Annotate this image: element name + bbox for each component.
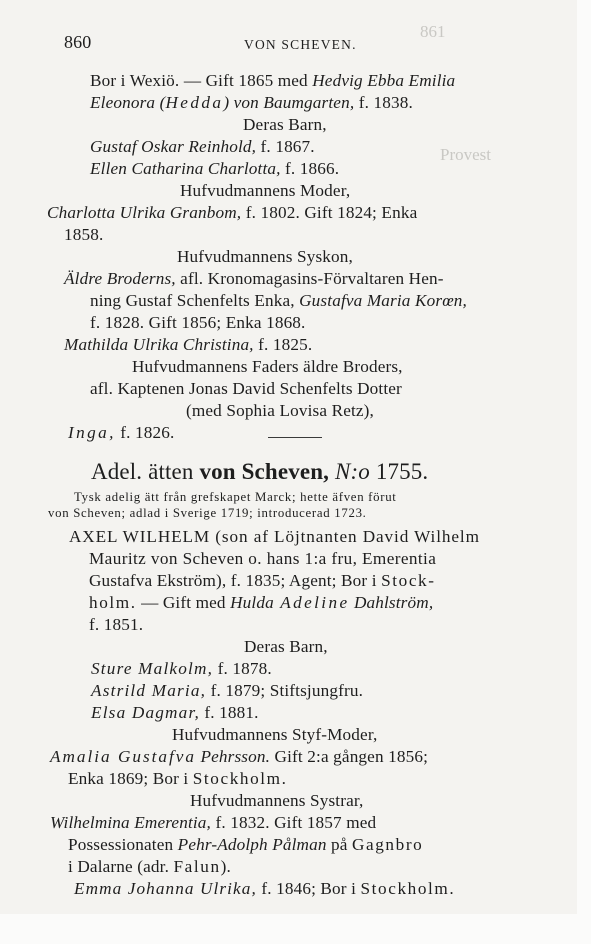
section-divider bbox=[268, 437, 322, 438]
text-line: Mathilda Ulrika Christina, f. 1825. bbox=[64, 335, 313, 354]
text-line: Gustafva Ekström), f. 1835; Agent; Bor i Stock- bbox=[89, 571, 436, 590]
text-line: Possessionaten Pehr-Adolph Pålman på Gagnbro bbox=[68, 835, 424, 854]
text-line: Bor i Wexiö. — Gift 1865 med Hedvig Ebba Emilia bbox=[90, 71, 456, 90]
page-edge-bottom bbox=[0, 914, 591, 944]
section-heading: Deras Barn, bbox=[243, 115, 327, 134]
family-description: Tysk adelig ätt från grefskapet Marck; hette äfven förut bbox=[74, 490, 397, 504]
family-description: von Scheven; adlad i Sverige 1719; introducerad 1723. bbox=[48, 506, 367, 520]
text-line: Gustaf Oskar Reinhold, f. 1867. bbox=[90, 137, 315, 156]
bleed-through-mark: 861 bbox=[420, 22, 446, 41]
section-heading: Deras Barn, bbox=[244, 637, 328, 656]
section-heading: Hufvudmannens Systrar, bbox=[190, 791, 364, 810]
text-line: Sture Malkolm, f. 1878. bbox=[91, 659, 272, 678]
text-line: Enka 1869; Bor i Stockholm. bbox=[68, 769, 288, 788]
text-line: 1858. bbox=[64, 225, 104, 244]
section-heading: Hufvudmannens Moder, bbox=[180, 181, 351, 200]
text-line: Elsa Dagmar, f. 1881. bbox=[91, 703, 259, 722]
text-line: ning Gustaf Schenfelts Enka, Gustafva Maria Korœn, bbox=[90, 291, 467, 310]
running-title: VON SCHEVEN. bbox=[244, 37, 357, 52]
section-heading: Hufvudmannens Syskon, bbox=[177, 247, 353, 266]
text-line: Charlotta Ulrika Granbom, f. 1802. Gift 1824; Enka bbox=[47, 203, 418, 222]
text-line: i Dalarne (adr. Falun). bbox=[68, 857, 231, 876]
text-line: f. 1851. bbox=[89, 615, 144, 634]
text-line: Eleonora (Hedda) von Baumgarten, f. 1838. bbox=[90, 93, 413, 112]
section-heading: Hufvudmannens Styf-Moder, bbox=[172, 725, 378, 744]
family-title: Adel. ätten von Scheven, N:o 1755. bbox=[91, 459, 429, 484]
text-line: f. 1828. Gift 1856; Enka 1868. bbox=[90, 313, 306, 332]
text-line: holm. — Gift med Hulda Adeline Dahlström, bbox=[89, 593, 434, 612]
text-line: afl. Kaptenen Jonas David Schenfelts Dotter bbox=[90, 379, 402, 398]
bleed-through-mark: Provest bbox=[440, 145, 491, 164]
text-line: Amalia Gustafva Pehrsson. Gift 2:a gången 1856; bbox=[50, 747, 429, 766]
text-line: Ellen Catharina Charlotta, f. 1866. bbox=[90, 159, 340, 178]
page-number: 860 bbox=[64, 32, 92, 52]
text-line: AXEL WILHELM (son af Löjtnanten David Wilhelm bbox=[69, 527, 480, 546]
text-line: Inga, f. 1826. bbox=[68, 423, 175, 442]
text-line: Mauritz von Scheven o. hans 1:a fru, Emerentia bbox=[89, 549, 437, 568]
text-line: Emma Johanna Ulrika, f. 1846; Bor i Stockholm. bbox=[74, 879, 456, 898]
text-line: Wilhelmina Emerentia, f. 1832. Gift 1857 med bbox=[50, 813, 377, 832]
text-line: (med Sophia Lovisa Retz), bbox=[186, 401, 374, 420]
text-line: Astrild Maria, f. 1879; Stiftsjungfru. bbox=[91, 681, 364, 700]
text-line: Äldre Broderns, afl. Kronomagasins-Förvaltaren Hen- bbox=[64, 269, 444, 288]
page-edge bbox=[577, 0, 591, 944]
section-heading: Hufvudmannens Faders äldre Broders, bbox=[132, 357, 403, 376]
